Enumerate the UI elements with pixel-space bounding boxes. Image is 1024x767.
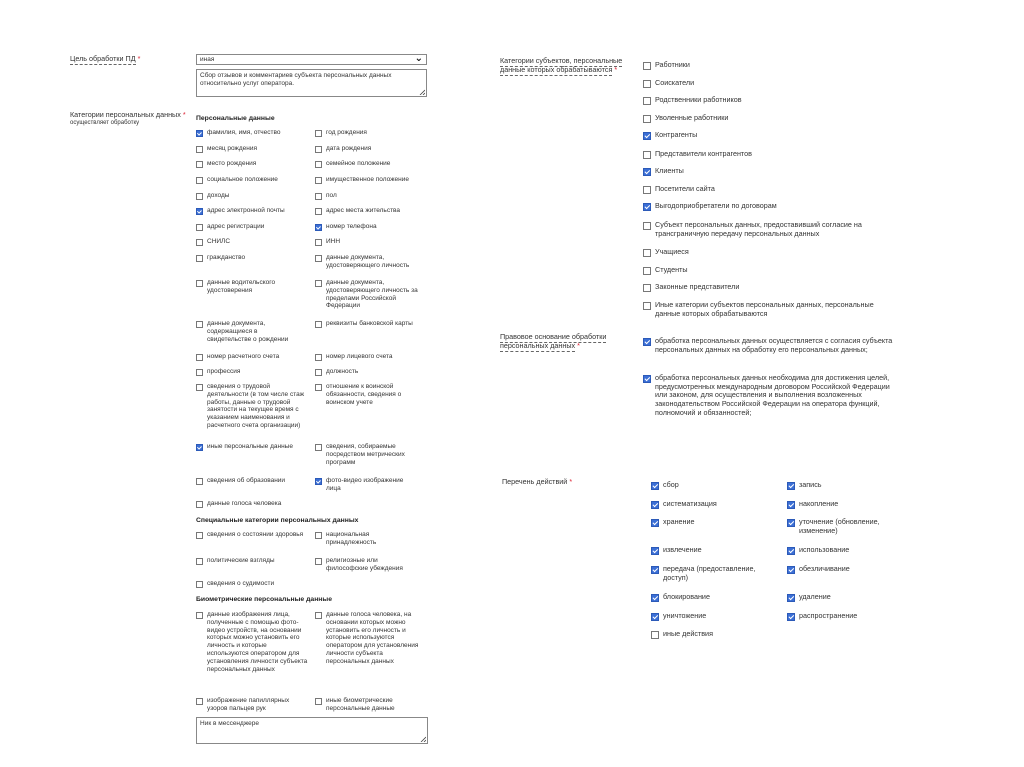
checkbox-label: иные действия [663, 629, 713, 638]
checkbox-label: Работники [655, 60, 690, 69]
subjects-items-checkbox-row[interactable] [643, 185, 893, 194]
subjects-label-text: Категории субъектов, персональные данные которых обрабатываются [500, 56, 623, 74]
checkbox-unchecked[interactable] [196, 369, 203, 376]
checkbox-checked[interactable] [196, 208, 203, 215]
checkbox-unchecked[interactable] [315, 354, 322, 361]
pd-categories-biometric-items-checkbox-row[interactable] [196, 697, 301, 713]
pd-categories-personal-items-checkbox-row[interactable] [196, 254, 301, 262]
checkbox-unchecked[interactable] [315, 255, 322, 262]
checkbox-label: доходы [207, 192, 230, 199]
pd-categories-personal-items-checkbox-row[interactable] [315, 223, 420, 231]
pd-categories-label-text: Категории персональных данных [70, 110, 181, 119]
checkbox-checked[interactable] [651, 482, 659, 490]
checkbox-label: извлечение [663, 545, 702, 554]
legal-label-text: Правовое основание обработки персональных данных [500, 332, 607, 350]
checkbox-label: гражданство [207, 254, 246, 261]
checkbox-unchecked[interactable] [315, 161, 322, 168]
pd-categories-personal-items-checkbox-row[interactable] [196, 176, 301, 184]
legal-label [500, 333, 630, 350]
checkbox-label: данные изображения лица, полученные с помощью фото-видео устройств, на основании которых можно установить его личность и которые используются оператором для установления личности субъекта персональных данных [207, 611, 308, 673]
checkbox-label: данные документа, удостоверяющего личность [326, 254, 410, 269]
checkbox-label: данные водительского удостоверения [207, 279, 276, 294]
checkbox-label: уточнение (обновление, изменение) [799, 517, 880, 535]
checkbox-unchecked[interactable] [643, 222, 651, 230]
subjects-items-checkbox-row[interactable] [643, 79, 893, 88]
checkbox-label: сведения о трудовой деятельности (в том числе стаж работы, данные о трудовой занятости на текущее время с указанием наименования и расчетного счета организации) [207, 383, 305, 429]
checkbox-unchecked[interactable] [643, 186, 651, 194]
actions-items-checkbox-row[interactable] [651, 518, 776, 527]
pd-categories-personal-items-checkbox-row[interactable] [315, 176, 420, 184]
pd-categories-personal-items-checkbox-row[interactable] [315, 160, 420, 168]
pd-categories-personal-items-checkbox-row[interactable] [315, 129, 420, 137]
pd-categories-personal-items-checkbox-row[interactable] [196, 368, 301, 376]
checkbox-unchecked[interactable] [196, 177, 203, 184]
checkbox-label: политические взгляды [207, 557, 275, 564]
pd-categories-biometric-items-checkbox-row[interactable] [315, 611, 420, 666]
goal-label-text: Цель обработки ПД [70, 54, 136, 63]
actions-items-checkbox-row[interactable] [787, 518, 912, 535]
pd-categories-personal-items-checkbox-row[interactable] [196, 320, 296, 343]
checkbox-unchecked[interactable] [196, 478, 203, 485]
pd-categories-sublabel: осуществляет обработку [70, 119, 140, 126]
subjects-label [500, 57, 640, 74]
checkbox-label: реквизиты банковской карты [326, 320, 413, 327]
checkbox-label: фото-видео изображение лица [326, 477, 404, 492]
checkbox-label: должность [326, 368, 359, 375]
checkbox-label: профессия [207, 368, 241, 375]
goal-textarea[interactable] [196, 69, 427, 97]
other-pd-textarea[interactable] [196, 717, 428, 744]
pd-categories-personal-items-checkbox-row[interactable] [315, 207, 420, 215]
checkbox-label: данные голоса человека, на основании которых можно установить его личность и которые используются оператором для установления личности субъекта персональных данных [326, 611, 419, 665]
pd-categories-personal-items-checkbox-row[interactable] [315, 477, 410, 493]
pd-categories-personal-items-checkbox-row[interactable] [315, 145, 420, 153]
checkbox-unchecked[interactable] [651, 631, 659, 639]
checkbox-label: социальное положение [207, 176, 278, 183]
checkbox-checked[interactable] [787, 547, 795, 555]
checkbox-label: сведения о судимости [207, 580, 275, 587]
checkbox-unchecked[interactable] [196, 161, 203, 168]
subjects-items-checkbox-row[interactable] [643, 131, 893, 140]
actions-items-checkbox-row[interactable] [651, 565, 776, 582]
checkbox-label: блокирование [663, 592, 710, 601]
actions-label-text: Перечень действий [502, 477, 568, 486]
checkbox-unchecked[interactable] [643, 97, 651, 105]
checkbox-label: номер лицевого счета [326, 353, 393, 360]
checkbox-checked[interactable] [315, 224, 322, 231]
checkbox-unchecked[interactable] [315, 698, 322, 705]
checkbox-label: национальная принадлежность [326, 531, 377, 546]
actions-items-checkbox-row[interactable] [787, 612, 912, 621]
subjects-items-checkbox-row[interactable] [643, 301, 893, 318]
other-pd-text: Ник в мессенджере [200, 720, 260, 727]
checkbox-unchecked[interactable] [643, 151, 651, 159]
resize-handle-icon[interactable] [420, 736, 426, 742]
checkbox-unchecked[interactable] [196, 193, 203, 200]
checkbox-unchecked[interactable] [315, 177, 322, 184]
actions-label [502, 478, 572, 487]
subjects-items-checkbox-row[interactable] [643, 96, 893, 105]
checkbox-unchecked[interactable] [196, 255, 203, 262]
checkbox-label: место рождения [207, 160, 257, 167]
actions-items-checkbox-row[interactable] [651, 630, 776, 639]
checkbox-label: систематизация [663, 499, 717, 508]
checkbox-unchecked[interactable] [315, 444, 322, 451]
required-mark: * [569, 477, 573, 486]
subjects-items-checkbox-row[interactable] [643, 114, 893, 123]
checkbox-label: уничтожение [663, 611, 707, 620]
checkbox-unchecked[interactable] [643, 62, 651, 70]
checkbox-label: религиозные или философские убеждения [326, 557, 403, 572]
checkbox-checked[interactable] [787, 613, 795, 621]
resize-handle-icon[interactable] [419, 89, 425, 95]
checkbox-label: имущественное положение [326, 176, 409, 183]
checkbox-label: фамилия, имя, отчество [207, 129, 281, 136]
checkbox-label: обработка персональных данных необходима для достижения целей, предусмотренных международным договором Российской Федерации или законом, для осуществления и выполнения возложенных законодательством Российской Федерации на оператора функций, полномочий и обязанностей; [655, 373, 890, 417]
actions-items-checkbox-row[interactable] [787, 481, 912, 490]
pd-categories-special-items-checkbox-row[interactable] [196, 531, 312, 539]
pd-categories-label [70, 111, 190, 127]
checkbox-label: Уволенные работники [655, 113, 729, 122]
pd-categories-special-items-checkbox-row[interactable] [315, 557, 415, 573]
checkbox-label: адрес регистрации [207, 223, 265, 230]
pd-categories-personal-items-checkbox-row[interactable] [315, 254, 415, 270]
checkbox-unchecked[interactable] [643, 115, 651, 123]
legal-items-checkbox-row[interactable] [643, 337, 898, 354]
subjects-items-checkbox-row[interactable] [643, 266, 893, 275]
checkbox-unchecked[interactable] [196, 280, 203, 287]
checkbox-label: удаление [799, 592, 831, 601]
checkbox-label: дата рождения [326, 145, 372, 152]
actions-items-checkbox-row[interactable] [787, 500, 912, 509]
pd-categories-personal-items-checkbox-row[interactable] [315, 353, 420, 361]
checkbox-unchecked[interactable] [315, 558, 322, 565]
pd-categories-personal-items-checkbox-row[interactable] [196, 383, 308, 430]
checkbox-unchecked[interactable] [196, 384, 203, 391]
pd-categories-personal-items-checkbox-row[interactable] [196, 223, 301, 231]
checkbox-checked[interactable] [196, 130, 203, 137]
checkbox-label: Соискатели [655, 78, 695, 87]
subjects-items-checkbox-row[interactable] [643, 202, 893, 211]
checkbox-checked[interactable] [787, 519, 795, 527]
checkbox-unchecked[interactable] [315, 280, 322, 287]
checkbox-label: распространение [799, 611, 858, 620]
checkbox-unchecked[interactable] [196, 698, 203, 705]
checkbox-checked[interactable] [643, 132, 651, 140]
checkbox-label: ИНН [326, 238, 341, 245]
checkbox-checked[interactable] [196, 444, 203, 451]
required-mark: * [577, 340, 580, 350]
pd-categories-personal-items-checkbox-row[interactable] [315, 368, 420, 376]
pd-categories-biometric-items-checkbox-row[interactable] [315, 697, 415, 713]
checkbox-unchecked[interactable] [196, 501, 203, 508]
checkbox-label: Субъект персональных данных, предоставивший согласие на трансграничную передачу персональных данных [655, 220, 862, 238]
checkbox-checked[interactable] [643, 168, 651, 176]
checkbox-unchecked[interactable] [315, 532, 322, 539]
checkbox-unchecked[interactable] [196, 321, 203, 328]
checkbox-label: изображение папиллярных узоров пальцев рук [207, 697, 290, 712]
section-personal-title: Персональные данные [196, 115, 275, 122]
checkbox-unchecked[interactable] [196, 354, 203, 361]
subjects-items-checkbox-row[interactable] [643, 167, 893, 176]
required-mark: * [137, 54, 141, 63]
checkbox-checked[interactable] [651, 501, 659, 509]
checkbox-label: передача (предоставление, доступ) [663, 564, 756, 582]
checkbox-checked[interactable] [787, 501, 795, 509]
checkbox-unchecked[interactable] [643, 80, 651, 88]
pd-categories-special-items-checkbox-row[interactable] [196, 557, 301, 565]
checkbox-label: адрес электронной почты [207, 207, 285, 214]
actions-items-checkbox-row[interactable] [787, 546, 912, 555]
checkbox-unchecked[interactable] [315, 193, 322, 200]
checkbox-label: данные голоса человека [207, 500, 282, 507]
actions-items-checkbox-row[interactable] [787, 593, 912, 602]
checkbox-unchecked[interactable] [315, 369, 322, 376]
checkbox-label: данные документа, содержащиеся в свидетельстве о рождении [207, 320, 289, 343]
checkbox-label: Учащиеся [655, 247, 689, 256]
checkbox-unchecked[interactable] [315, 612, 322, 619]
checkbox-checked[interactable] [651, 519, 659, 527]
pd-categories-personal-items-checkbox-row[interactable] [196, 500, 301, 508]
checkbox-label: сведения, собираемые посредством метрических программ [326, 443, 405, 466]
pd-categories-personal-items-checkbox-row[interactable] [315, 320, 425, 328]
checkbox-label: адрес места жительства [326, 207, 401, 214]
pd-categories-personal-items-checkbox-row[interactable] [196, 279, 296, 295]
checkbox-checked[interactable] [643, 375, 651, 383]
pd-categories-personal-items-checkbox-row[interactable] [315, 192, 420, 200]
checkbox-checked[interactable] [651, 566, 659, 574]
pd-categories-personal-items-checkbox-row[interactable] [315, 238, 420, 246]
checkbox-unchecked[interactable] [643, 249, 651, 257]
checkbox-label: хранение [663, 517, 695, 526]
subjects-items-checkbox-row[interactable] [643, 248, 893, 257]
checkbox-label: Выгодоприобретатели по договорам [655, 201, 777, 210]
pd-categories-personal-items-checkbox-row[interactable] [196, 145, 301, 153]
pd-categories-personal-items-checkbox-row[interactable] [196, 207, 301, 215]
checkbox-label: сведения об образовании [207, 477, 286, 484]
checkbox-checked[interactable] [787, 482, 795, 490]
checkbox-label: запись [799, 480, 822, 489]
checkbox-unchecked[interactable] [643, 267, 651, 275]
checkbox-unchecked[interactable] [315, 384, 322, 391]
goal-text: Сбор отзывов и комментариев субъекта персональных данных относительно услуг оператора. [200, 72, 392, 87]
actions-items-checkbox-row[interactable] [651, 546, 776, 555]
checkbox-unchecked[interactable] [196, 146, 203, 153]
checkbox-label: месяц рождения [207, 145, 258, 152]
pd-categories-special-items-checkbox-row[interactable] [315, 531, 405, 547]
checkbox-label: СНИЛС [207, 238, 231, 245]
pd-categories-personal-items-checkbox-row[interactable] [196, 443, 301, 451]
checkbox-label: Представители контрагентов [655, 149, 752, 158]
pd-categories-personal-items-checkbox-row[interactable] [315, 279, 425, 310]
checkbox-label: Родственники работников [655, 95, 742, 104]
checkbox-unchecked[interactable] [315, 239, 322, 246]
checkbox-unchecked[interactable] [643, 302, 651, 310]
actions-items-checkbox-row[interactable] [787, 565, 912, 574]
checkbox-unchecked[interactable] [196, 239, 203, 246]
checkbox-label: Контрагенты [655, 130, 698, 139]
actions-items-checkbox-row[interactable] [651, 593, 776, 602]
subjects-items-checkbox-row[interactable] [643, 61, 893, 70]
checkbox-unchecked[interactable] [315, 321, 322, 328]
checkbox-label: номер расчетного счета [207, 353, 280, 360]
checkbox-label: отношение к воинской обязанности, сведения о воинском учете [326, 383, 402, 406]
checkbox-unchecked[interactable] [196, 581, 203, 588]
checkbox-checked[interactable] [651, 594, 659, 602]
checkbox-label: обработка персональных данных осуществляется с согласия субъекта персональных данных на обработку его персональных данных; [655, 336, 893, 354]
subjects-items-checkbox-row[interactable] [643, 283, 893, 292]
checkbox-label: пол [326, 192, 337, 199]
pd-categories-personal-items-checkbox-row[interactable] [196, 477, 301, 485]
legal-items-checkbox-row[interactable] [643, 374, 898, 417]
checkbox-label: Клиенты [655, 166, 684, 175]
checkbox-unchecked[interactable] [196, 224, 203, 231]
checkbox-unchecked[interactable] [196, 558, 203, 565]
checkbox-label: Законные представители [655, 282, 740, 291]
pd-categories-personal-items-checkbox-row[interactable] [196, 160, 301, 168]
pd-categories-personal-items-checkbox-row[interactable] [315, 443, 415, 466]
checkbox-unchecked[interactable] [196, 612, 203, 619]
checkbox-unchecked[interactable] [315, 146, 322, 153]
checkbox-label: накопление [799, 499, 839, 508]
pd-categories-personal-items-checkbox-row[interactable] [196, 192, 301, 200]
checkbox-checked[interactable] [787, 594, 795, 602]
goal-select-value: иная [200, 56, 215, 63]
checkbox-checked[interactable] [643, 203, 651, 211]
checkbox-label: иные биометрические персональные данные [326, 697, 395, 712]
required-mark: * [614, 64, 618, 74]
subjects-items-checkbox-row[interactable] [643, 221, 893, 238]
checkbox-unchecked[interactable] [315, 130, 322, 137]
actions-items-checkbox-row[interactable] [651, 612, 776, 621]
subjects-items-checkbox-row[interactable] [643, 150, 893, 159]
checkbox-checked[interactable] [315, 478, 322, 485]
checkbox-label: номер телефона [326, 223, 377, 230]
pd-categories-special-items-checkbox-row[interactable] [196, 580, 301, 588]
pd-categories-personal-items-checkbox-row[interactable] [315, 383, 410, 406]
checkbox-checked[interactable] [651, 613, 659, 621]
checkbox-unchecked[interactable] [643, 284, 651, 292]
checkbox-label: Студенты [655, 265, 688, 274]
checkbox-label: использование [799, 545, 850, 554]
checkbox-unchecked[interactable] [315, 208, 322, 215]
checkbox-label: обезличивание [799, 564, 850, 573]
checkbox-label: иные персональные данные [207, 443, 293, 450]
checkbox-label: сбор [663, 480, 679, 489]
chevron-down-icon: ⌄ [414, 53, 423, 64]
checkbox-label: Иные категории субъектов персональных данных, персональные данные которых обрабатываются [655, 300, 874, 318]
section-special-title: Специальные категории персональных данных [196, 517, 359, 524]
section-biometric-title: Биометрические персональные данные [196, 596, 332, 603]
checkbox-unchecked[interactable] [196, 532, 203, 539]
checkbox-label: семейное положение [326, 160, 391, 167]
checkbox-checked[interactable] [651, 547, 659, 555]
pd-categories-personal-items-checkbox-row[interactable] [196, 129, 301, 137]
checkbox-label: Посетители сайта [655, 184, 715, 193]
checkbox-label: данные документа, удостоверяющего личность за пределами Российской Федерации [326, 279, 418, 310]
required-mark: * [182, 110, 186, 119]
actions-items-checkbox-row[interactable] [651, 481, 776, 490]
checkbox-checked[interactable] [643, 338, 651, 346]
pd-categories-biometric-items-checkbox-row[interactable] [196, 611, 308, 673]
pd-categories-personal-items-checkbox-row[interactable] [196, 353, 301, 361]
checkbox-label: год рождения [326, 129, 367, 136]
checkbox-checked[interactable] [787, 566, 795, 574]
pd-categories-personal-items-checkbox-row[interactable] [196, 238, 301, 246]
goal-select[interactable] [196, 54, 427, 65]
actions-items-checkbox-row[interactable] [651, 500, 776, 509]
goal-label [70, 55, 140, 64]
checkbox-label: сведения о состоянии здоровья [207, 531, 304, 538]
